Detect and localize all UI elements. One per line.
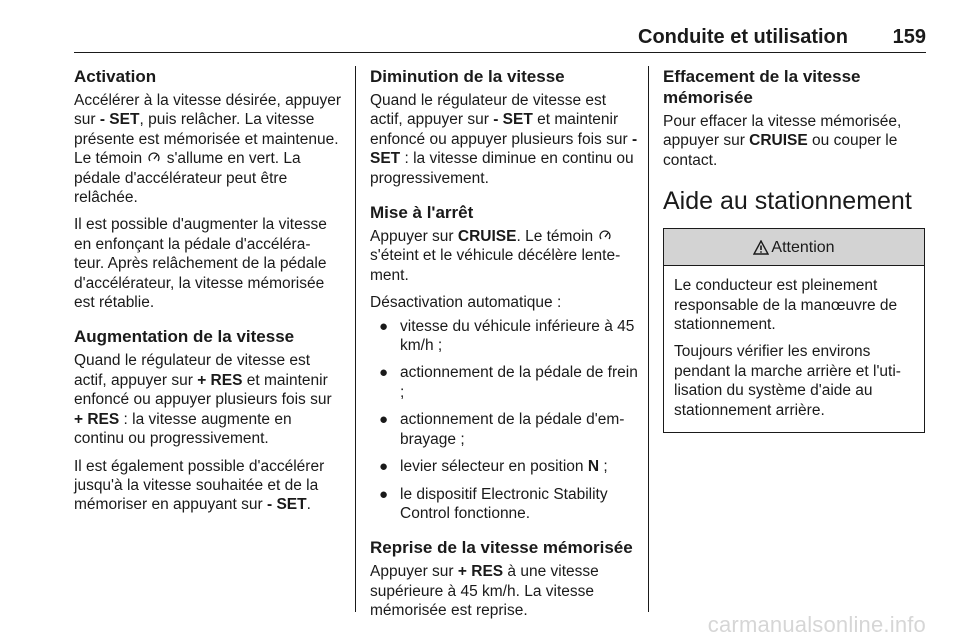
clear-paragraph: Pour effacer la vitesse mémorisée, appuyer sur CRUISE ou couper le contact.: [663, 113, 902, 169]
resume-paragraph: Appuyer sur + RES à une vitesse supérieure à 45 km/h. La vitesse mémorisée est reprise.: [370, 563, 599, 620]
clear-heading: Effacement de la vitesse mémorisée: [663, 67, 861, 107]
list-item: ● actionnement de la pédale de frein ;: [379, 364, 638, 401]
bullet-icon: ●: [379, 317, 389, 335]
increase-paragraph-2: Il est également possible d'accélérer jusqu'à la vitesse souhaitée et de la mémoriser en appuyant sur - SET.: [74, 457, 325, 514]
warning-body: [664, 266, 924, 432]
page-header: [74, 26, 926, 50]
increase-paragraph-1: Quand le régulateur de vitesse est actif, appuyer sur + RES et maintenir enfoncé ou appuyer plusieurs fois sur + RES : la vitesse augmente en continu ou progressivement.: [74, 352, 332, 448]
increase-heading: Augmentation de la vitesse: [74, 327, 295, 347]
warning-title-bar: [664, 229, 924, 266]
activation-paragraph-2: Il est possible d'augmenter la vitesse en enfonçant la pédale d'accéléra- teur. Après relâchement de la pédale d'accélérateur, la vitesse mémorisée est rétablie.: [74, 216, 327, 312]
warning-title: Attention: [771, 238, 835, 256]
activation-paragraph-1: Accélérer à la vitesse désirée, appuyer sur - SET, puis relâcher. La vitesse présente est mémorisée et maintenue. Le témoin s'allume en vert. La pédale d'accélérateur peut être relâchée.: [74, 92, 342, 207]
warning-paragraph-2: Toujours vérifier les environs pendant la marche arrière et l'uti- lisation du système d'aide au stationnement arrière.: [674, 343, 901, 419]
list-item: ● vitesse du véhicule inférieure à 45 km/h ;: [379, 317, 635, 355]
column-3: [663, 66, 925, 433]
bullet-icon: ●: [379, 364, 389, 382]
header-rule: [74, 52, 926, 53]
list-item: ● levier sélecteur en position N ;: [379, 458, 608, 476]
decrease-paragraph: Quand le régulateur de vitesse est actif, appuyer sur - SET et maintenir enfoncé ou appuyer plusieurs fois sur - SET : la vitesse diminue en continu ou progressivement.: [370, 92, 638, 187]
column-divider-2: [648, 66, 649, 612]
parking-aid-heading: Aide au stationnement: [663, 187, 912, 216]
list-item: ● le dispositif Electronic Stability Control fonctionne.: [379, 485, 608, 522]
column-divider-1: [355, 66, 356, 612]
activation-heading: Activation: [74, 67, 157, 86]
warning-box: [663, 228, 925, 433]
warning-triangle-icon: [753, 240, 769, 255]
column-1: [74, 66, 344, 523]
page-number: 159: [892, 26, 926, 48]
stop-paragraph: Appuyer sur CRUISE. Le témoin s'éteint et le véhicule décélère lente- ment.: [370, 228, 621, 284]
warning-paragraph-1: Le conducteur est pleinement responsable de la manœuvre de stationnement.: [674, 277, 898, 334]
bullet-icon: ●: [379, 485, 389, 503]
decrease-heading: Diminution de la vitesse: [370, 67, 565, 86]
list-item: ● actionnement de la pédale d'em- brayage ;: [379, 411, 625, 448]
auto-off-label: Désactivation automatique :: [370, 294, 562, 312]
page-header-title: Conduite et utilisation: [638, 26, 848, 48]
bullet-icon: ●: [379, 411, 389, 429]
cruise-control-icon: [148, 151, 160, 164]
auto-off-list: [370, 317, 640, 524]
stop-heading: Mise à l'arrêt: [370, 203, 474, 223]
cruise-control-icon: [599, 229, 611, 242]
bullet-icon: ●: [379, 458, 389, 476]
resume-heading: Reprise de la vitesse mémorisée: [370, 538, 633, 558]
watermark: carmanualsonline.info: [707, 612, 926, 637]
column-2: [370, 66, 640, 629]
